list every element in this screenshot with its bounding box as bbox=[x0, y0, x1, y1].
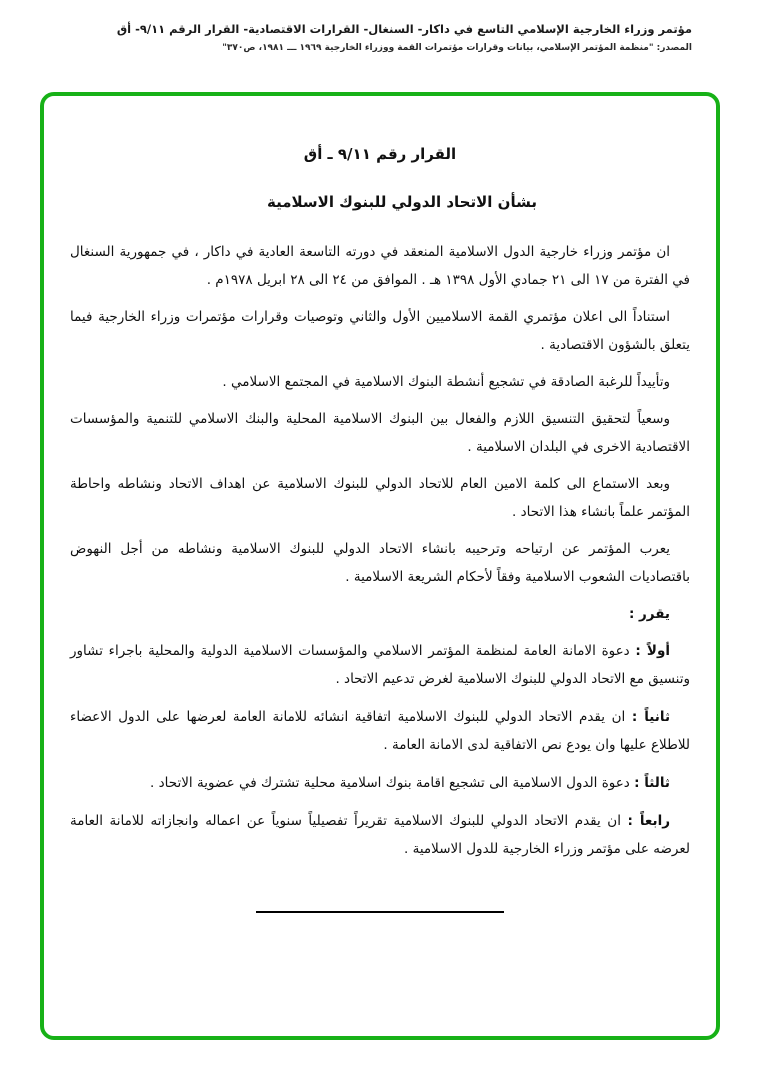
decision-item-1 bbox=[70, 637, 690, 693]
decision-item-3 bbox=[70, 769, 690, 797]
preamble-paragraph: ان مؤتمر وزراء خارجية الدول الاسلامية المنعقد في دورته التاسعة العادية في داكار ، في جمهورية السنغال في الفترة من ١٧ الى ٢١ جمادي الأول ١٣٩٨ هـ . الموافق من ٢٤ الى ٢٨ ابريل ١٩٧٨م . bbox=[70, 244, 690, 288]
decision-text: ان يقدم الاتحاد الدولي للبنوك الاسلامية اتفاقية انشائه للامانة العامة لعرضها على الدول الاعضاء للاطلاع عليها وان يودع نص الاتفاقية لدى الامانة العامة . bbox=[70, 709, 690, 753]
preamble-paragraph: استناداً الى اعلان مؤتمري القمة الاسلاميين الأول والثاني وتوصيات وقرارات مؤتمرات وزراء الخارجية فيما يتعلق بالشؤون الاقتصادية . bbox=[70, 309, 690, 353]
preamble-paragraph: وسعياً لتحقيق التنسيق اللازم والفعال بين البنوك الاسلامية المحلية والبنك الاسلامي للتنمية والمؤسسات الاقتصادية الاخرى في البلدان الاسلامية . bbox=[70, 411, 690, 455]
header-citation-line: المصدر: "منظمة المؤتمر الإسلامي، بيانات وقرارات مؤتمرات القمة ووزراء الخارجية ١٩٦٩ ـــ ١٩٨١، ص٣٧٠" bbox=[222, 43, 692, 53]
decision-text: دعوة الامانة العامة لمنظمة المؤتمر الاسلامي والمؤسسات الاسلامية الدولية والمحلية باجراء تشاور وتنسيق مع الاتحاد الدولي للبنوك الاسلامية لغرض تدعيم الاتحاد . bbox=[70, 643, 690, 687]
header-source-line: مؤتمر وزراء الخارجية الإسلامي التاسع في داكار- السنغال- القرارات الاقتصادية- القرار الرقم ٩/١١- أق bbox=[116, 22, 692, 36]
decision-label: ثالثاً : bbox=[634, 775, 670, 791]
decision-text: ان يقدم الاتحاد الدولي للبنوك الاسلامية تقريراً تفصيلياً سنوياً عن اعماله وانجازاته للامانة العامة لعرضه على مؤتمر وزراء الخارجية للدول الاسلامية . bbox=[70, 813, 690, 857]
decision-text: دعوة الدول الاسلامية الى تشجيع اقامة بنوك اسلامية محلية تشترك في عضوية الاتحاد . bbox=[150, 775, 630, 791]
green-border-frame bbox=[40, 92, 720, 1040]
preamble-paragraph: يعرب المؤتمر عن ارتياحه وترحيبه بانشاء الاتحاد الدولي للبنوك الاسلامية ونشاطه من أجل النهوض باقتصاديات الشعوب الاسلامية وفقاً لأحكام الشريعة الاسلامية . bbox=[70, 541, 690, 585]
resolution-subject-title: بشأن الاتحاد الدولي للبنوك الاسلامية bbox=[267, 193, 537, 211]
decision-label: أولاً : bbox=[635, 643, 671, 659]
decision-item-2 bbox=[70, 703, 690, 759]
decision-label: ثانياً : bbox=[631, 709, 671, 725]
decides-label: يقرر : bbox=[628, 606, 670, 622]
preamble-paragraph: وتأييداً للرغبة الصادقة في تشجيع أنشطة البنوك الاسلامية في المجتمع الاسلامي . bbox=[222, 374, 670, 390]
preamble-paragraph: وبعد الاستماع الى كلمة الامين العام للاتحاد الدولي للبنوك الاسلامية عن اهداف الاتحاد ونشاطه واحاطة المؤتمر علماً بانشاء هذا الاتحاد . bbox=[70, 476, 690, 520]
document-header bbox=[0, 0, 758, 53]
document-body bbox=[44, 96, 716, 913]
resolution-number-title: القرار رقم ٩/١١ ـ أق bbox=[303, 145, 457, 163]
decision-label: رابعاً : bbox=[627, 813, 670, 829]
decision-item-4 bbox=[70, 807, 690, 863]
end-divider bbox=[256, 911, 504, 913]
